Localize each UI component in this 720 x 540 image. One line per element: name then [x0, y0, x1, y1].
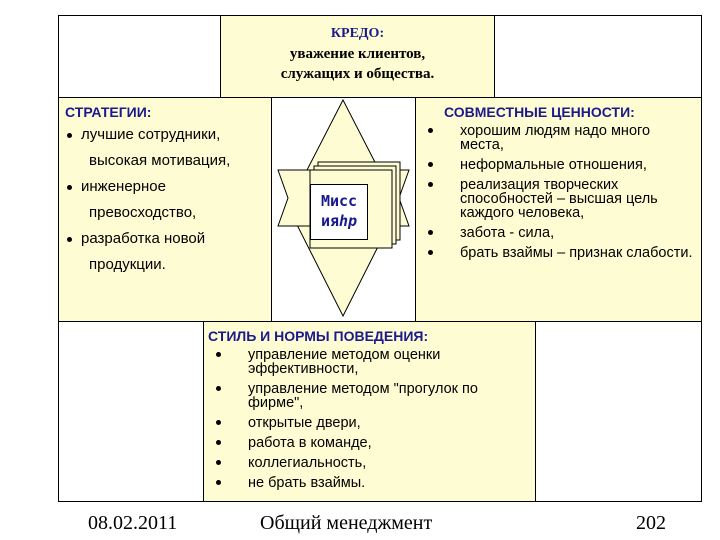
strategy-item — [65, 174, 265, 200]
bullet-icon — [67, 185, 72, 190]
value-item — [420, 226, 697, 240]
bullet-icon — [428, 250, 433, 255]
values-box — [415, 97, 702, 322]
strategy-item — [65, 122, 265, 148]
values-title: СОВМЕСТНЫЕ ЦЕННОСТИ: — [444, 104, 635, 120]
bullet-icon — [428, 162, 433, 167]
value-item-text: брать взаймы – признак слабости. — [460, 245, 693, 261]
mission-box — [271, 97, 416, 322]
bullet-icon — [216, 440, 221, 445]
credo-title: КРЕДО: — [330, 26, 385, 41]
strategy-item-text: продукции. — [89, 256, 166, 273]
behavior-item-text: не брать взаймы. — [248, 475, 366, 491]
bullet-icon — [67, 133, 72, 138]
behavior-list — [208, 348, 531, 490]
bullet-icon — [67, 237, 72, 242]
bullet-icon — [428, 230, 433, 235]
strategy-item-text: разработка новой — [81, 230, 206, 247]
value-item-text: неформальные отношения, — [460, 157, 647, 173]
value-item — [420, 178, 697, 220]
value-item-text: забота - сила, — [460, 225, 555, 241]
empty-cell-top-left — [58, 15, 221, 98]
mission-ribbon-left — [278, 170, 312, 226]
behavior-item — [208, 382, 531, 410]
mission-brand: hp — [339, 212, 358, 230]
mission-line-2 — [311, 211, 367, 231]
credo-line-1: уважение клиентов, — [289, 46, 426, 62]
bullet-icon — [216, 352, 221, 357]
value-item-text: реализация творческих способностей – высшая цель каждого человека, — [460, 177, 658, 221]
bullet-icon — [216, 386, 221, 391]
behavior-item — [208, 416, 531, 430]
empty-cell-top-right — [494, 15, 702, 98]
behavior-title: СТИЛЬ И НОРМЫ ПОВЕДЕНИЯ: — [208, 328, 429, 344]
value-item-text: хорошим людям надо много места, — [460, 123, 651, 153]
behavior-item — [208, 476, 531, 490]
strategy-item-text: высокая мотивация, — [89, 152, 231, 169]
strategy-item-text: инженерное — [81, 178, 166, 195]
bullet-icon — [216, 420, 221, 425]
behavior-item-text: управление методом оценки эффективности, — [248, 347, 441, 377]
strategy-item — [65, 252, 265, 278]
credo-box — [220, 15, 495, 98]
strategy-item-text: лучшие сотрудники, — [81, 126, 221, 143]
behavior-item — [208, 436, 531, 450]
credo-line-2: служащих и общества. — [280, 66, 435, 82]
value-item — [420, 124, 697, 152]
behavior-item — [208, 348, 531, 376]
behavior-item-text: открытые двери, — [248, 415, 361, 431]
bullet-icon — [428, 182, 433, 187]
behavior-item-text: коллегиальность, — [248, 455, 367, 471]
strategy-item — [65, 148, 265, 174]
value-item — [420, 158, 697, 172]
strategy-item-text: превосходство, — [89, 204, 197, 221]
mission-line-1: Мисс — [320, 192, 358, 210]
bullet-icon — [428, 128, 433, 133]
strategy-item — [65, 226, 265, 252]
strategies-list — [65, 122, 265, 278]
bullet-icon — [216, 460, 221, 465]
footer-page: 202 — [636, 512, 666, 534]
footer-date: 08.02.2011 — [88, 512, 178, 534]
empty-cell-bottom-right — [535, 321, 702, 502]
strategy-item — [65, 200, 265, 226]
strategies-box — [58, 97, 272, 322]
behavior-item-text: работа в команде, — [248, 435, 372, 451]
empty-cell-bottom-left — [58, 321, 204, 502]
behavior-box — [203, 321, 536, 502]
behavior-item — [208, 456, 531, 470]
bullet-icon — [216, 480, 221, 485]
footer-course: Общий менеджмент — [260, 512, 433, 534]
values-list — [420, 124, 697, 260]
strategies-title: СТРАТЕГИИ: — [65, 104, 152, 120]
credo-line-2-text: служащих и общества — [280, 66, 431, 82]
mission-label-box — [310, 184, 368, 240]
mission-line-2-text: ия — [320, 212, 339, 230]
value-item — [420, 246, 697, 260]
behavior-item-text: управление методом "прогулок по фирме", — [248, 381, 478, 411]
